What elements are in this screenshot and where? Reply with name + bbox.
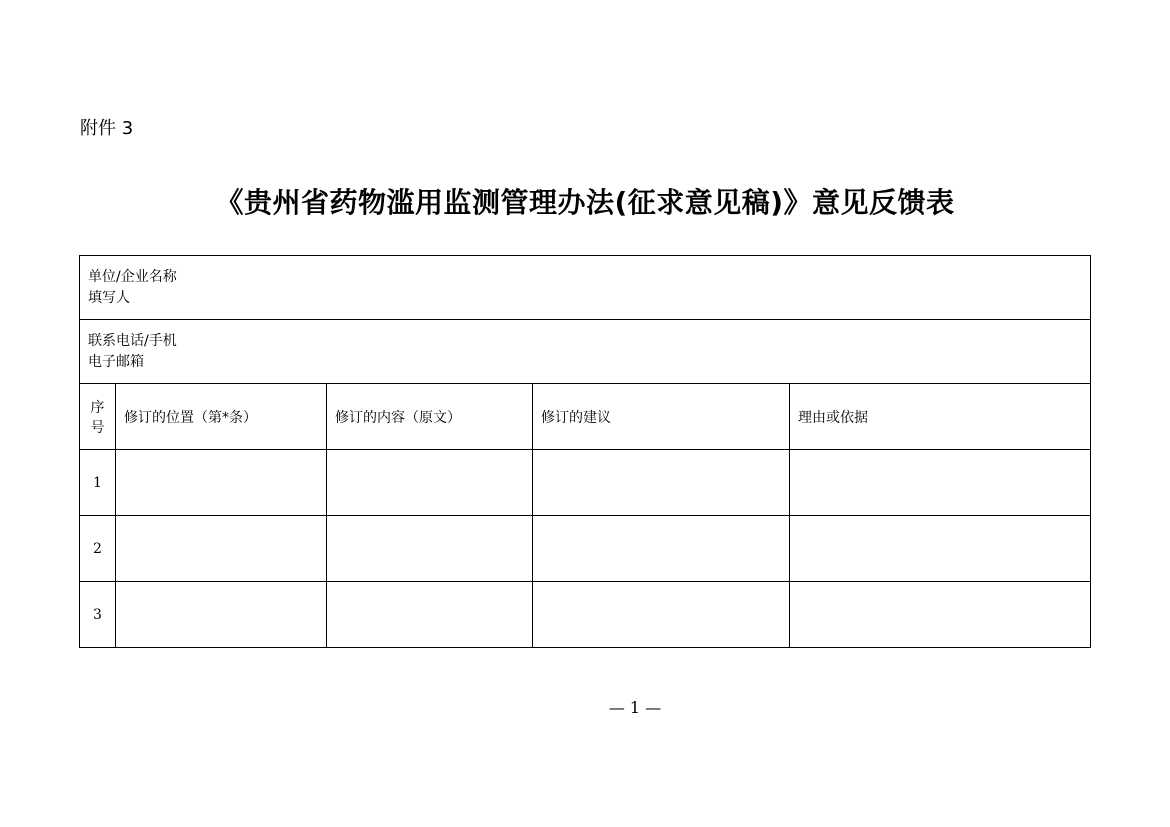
content-cell[interactable] [327,450,533,516]
suggestion-cell[interactable] [533,582,790,648]
row-number: 2 [80,516,116,582]
header-reason: 理由或依据 [790,384,1091,450]
org-info-cell[interactable] [80,256,1091,320]
row-number: 1 [80,450,116,516]
filler-label: 填写人 [88,289,130,306]
page-number: — 1 — [608,698,662,717]
position-cell[interactable] [116,516,327,582]
org-name-label: 单位/企业名称 [88,268,177,285]
attachment-label: 附件 3 [80,118,134,139]
table-row [80,582,1091,648]
content-cell[interactable] [327,516,533,582]
header-no: 序号 [80,384,116,450]
table-row [80,450,1091,516]
reason-cell[interactable] [790,582,1091,648]
table-header-row [80,384,1091,450]
phone-label: 联系电话/手机 [88,332,177,349]
suggestion-cell[interactable] [533,516,790,582]
feedback-table [79,255,1091,648]
org-info-row [80,256,1091,320]
document-title: 《贵州省药物滥用监测管理办法(征求意见稿)》意见反馈表 [215,186,955,219]
suggestion-cell[interactable] [533,450,790,516]
position-cell[interactable] [116,450,327,516]
header-position: 修订的位置（第*条） [116,384,327,450]
reason-cell[interactable] [790,516,1091,582]
reason-cell[interactable] [790,450,1091,516]
header-suggestion: 修订的建议 [533,384,790,450]
table-row [80,516,1091,582]
header-content: 修订的内容（原文） [327,384,533,450]
email-label: 电子邮箱 [88,353,144,370]
contact-info-row [80,320,1091,384]
row-number: 3 [80,582,116,648]
content-cell[interactable] [327,582,533,648]
contact-info-cell[interactable] [80,320,1091,384]
position-cell[interactable] [116,582,327,648]
